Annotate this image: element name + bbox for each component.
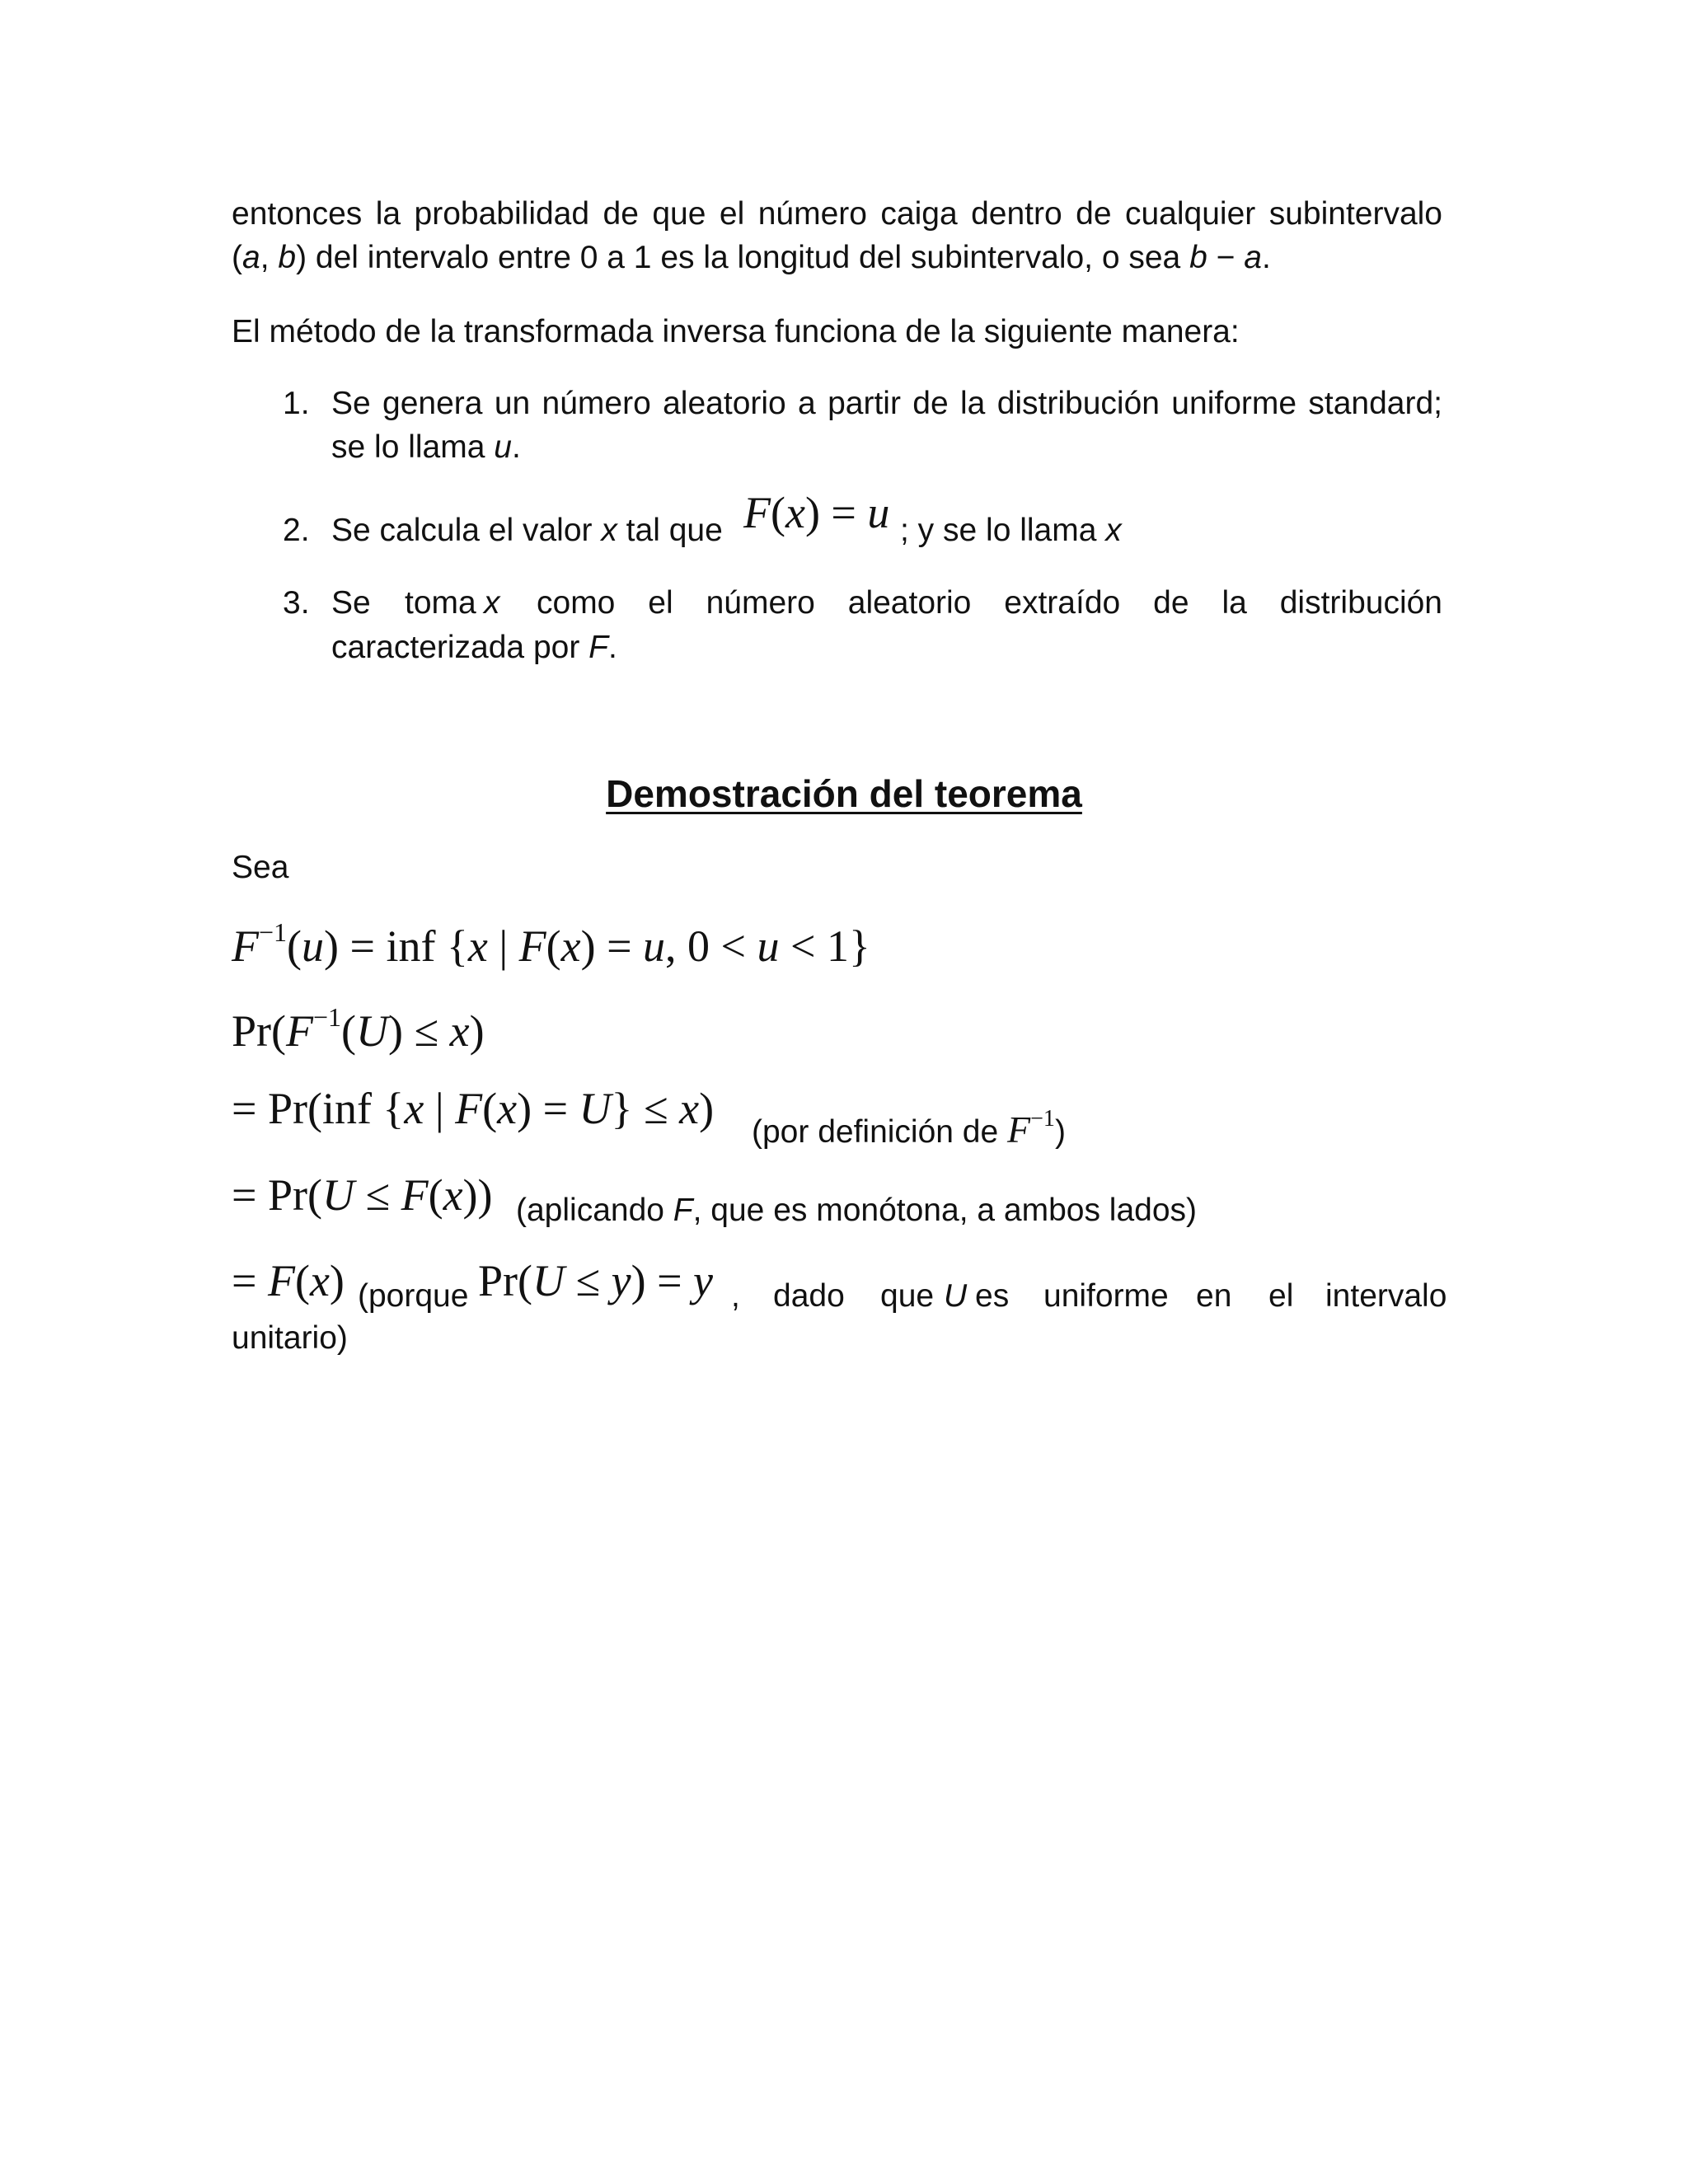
intro-line-2: (a, b) del intervalo entre 0 a 1 es la longitud del subintervalo, o sea b − a. — [232, 240, 1271, 275]
equation-probability: $Pr(F^{-1}(U) \le x)$ — [232, 1002, 485, 1056]
equation-step-3-comma: , — [731, 1278, 740, 1314]
step-2-post: ; y se lo llama x — [900, 513, 1122, 548]
step-1-number: 1. — [283, 386, 310, 421]
sea-label: Sea — [232, 850, 289, 885]
intro-line-1: entonces la probabilidad de que el número caiga dentro de cualquier subintervalo — [232, 196, 1442, 232]
step-3-number: 3. — [283, 585, 310, 621]
document-page: entonces la probabilidad de que el número caiga dentro de cualquier subintervalo (a, b) del intervalo entre 0 a 1 es la longitud del subintervalo, o sea b − a. El método de la transformada inversa funciona de la siguiente manera: 1. Se genera un número aleatorio a partir de la distribución uniforme standard; se lo llama u. 2. Se calcula el valor x tal que F(x) = u ; y se lo llama x 3. Se toma x como el número aleatorio extraído de la distribución caracterizada por F. Demostración del teorema Sea $F^{-1}(u)$ = inf {x | F(x) = u, 0 < u < 1} $Pr(F^{-1}(U) \le x)$ = Pr(inf {x | F(x) = U} ≤ x) (por definición de $F^{-1}$) = Pr(U ≤ F(x)) (aplicando F, que es monótona, a ambos lados) = F(x) (porque Pr(U ≤ y) = y , dado que U es uniforme en el intervalo unitario) — [0, 0, 1688, 2184]
step-1-line-2: se lo llama u. — [331, 429, 521, 465]
step-2-text: Se calcula el valor x tal que — [331, 513, 723, 548]
equation-step-1-note: (por definición de $F^{-1}$) — [752, 1106, 1066, 1151]
equation-step-3-note-pre: (porque — [358, 1278, 469, 1314]
equation-step-3-word-5: uniforme — [1043, 1278, 1169, 1314]
section-heading: Demostración del teorema — [606, 772, 1082, 815]
equation-step-3-word-7: el — [1268, 1278, 1294, 1314]
equation-step-3-word-3: U — [944, 1278, 968, 1314]
equation-step-2-note: (aplicando F, que es monótona, a ambos lados) — [516, 1193, 1197, 1228]
step-2-number: 2. — [283, 513, 310, 548]
equation-step-3-word-1: dado — [773, 1278, 845, 1314]
equation-step-3-word-4: es — [975, 1278, 1010, 1314]
equation-step-3-line-2: unitario) — [232, 1320, 348, 1356]
equation-step-1: = Pr(inf {x | F(x) = U} ≤ x) — [232, 1084, 715, 1133]
equation-step-3-word-8: intervalo — [1325, 1278, 1447, 1314]
step-2-formula: F(x) = u — [743, 488, 890, 537]
step-3-line-2: caracterizada por F. — [331, 630, 617, 665]
equation-step-2: = Pr(U ≤ F(x)) — [232, 1170, 493, 1220]
equation-step-3: = F(x) — [232, 1256, 345, 1305]
equation-step-3-formula: Pr(U ≤ y) = y — [478, 1256, 714, 1305]
equation-step-3-word-2: que — [880, 1278, 935, 1314]
step-1-line-1: Se genera un número aleatorio a partir de la distribución uniforme standard; — [331, 386, 1442, 421]
equation-inverse-definition: $F^{-1}(u)$ = inf {x | F(x) = u, 0 < u < 1} — [232, 917, 870, 971]
equation-step-3-word-6: en — [1196, 1278, 1232, 1314]
method-intro: El método de la transformada inversa funciona de la siguiente manera: — [232, 314, 1240, 349]
